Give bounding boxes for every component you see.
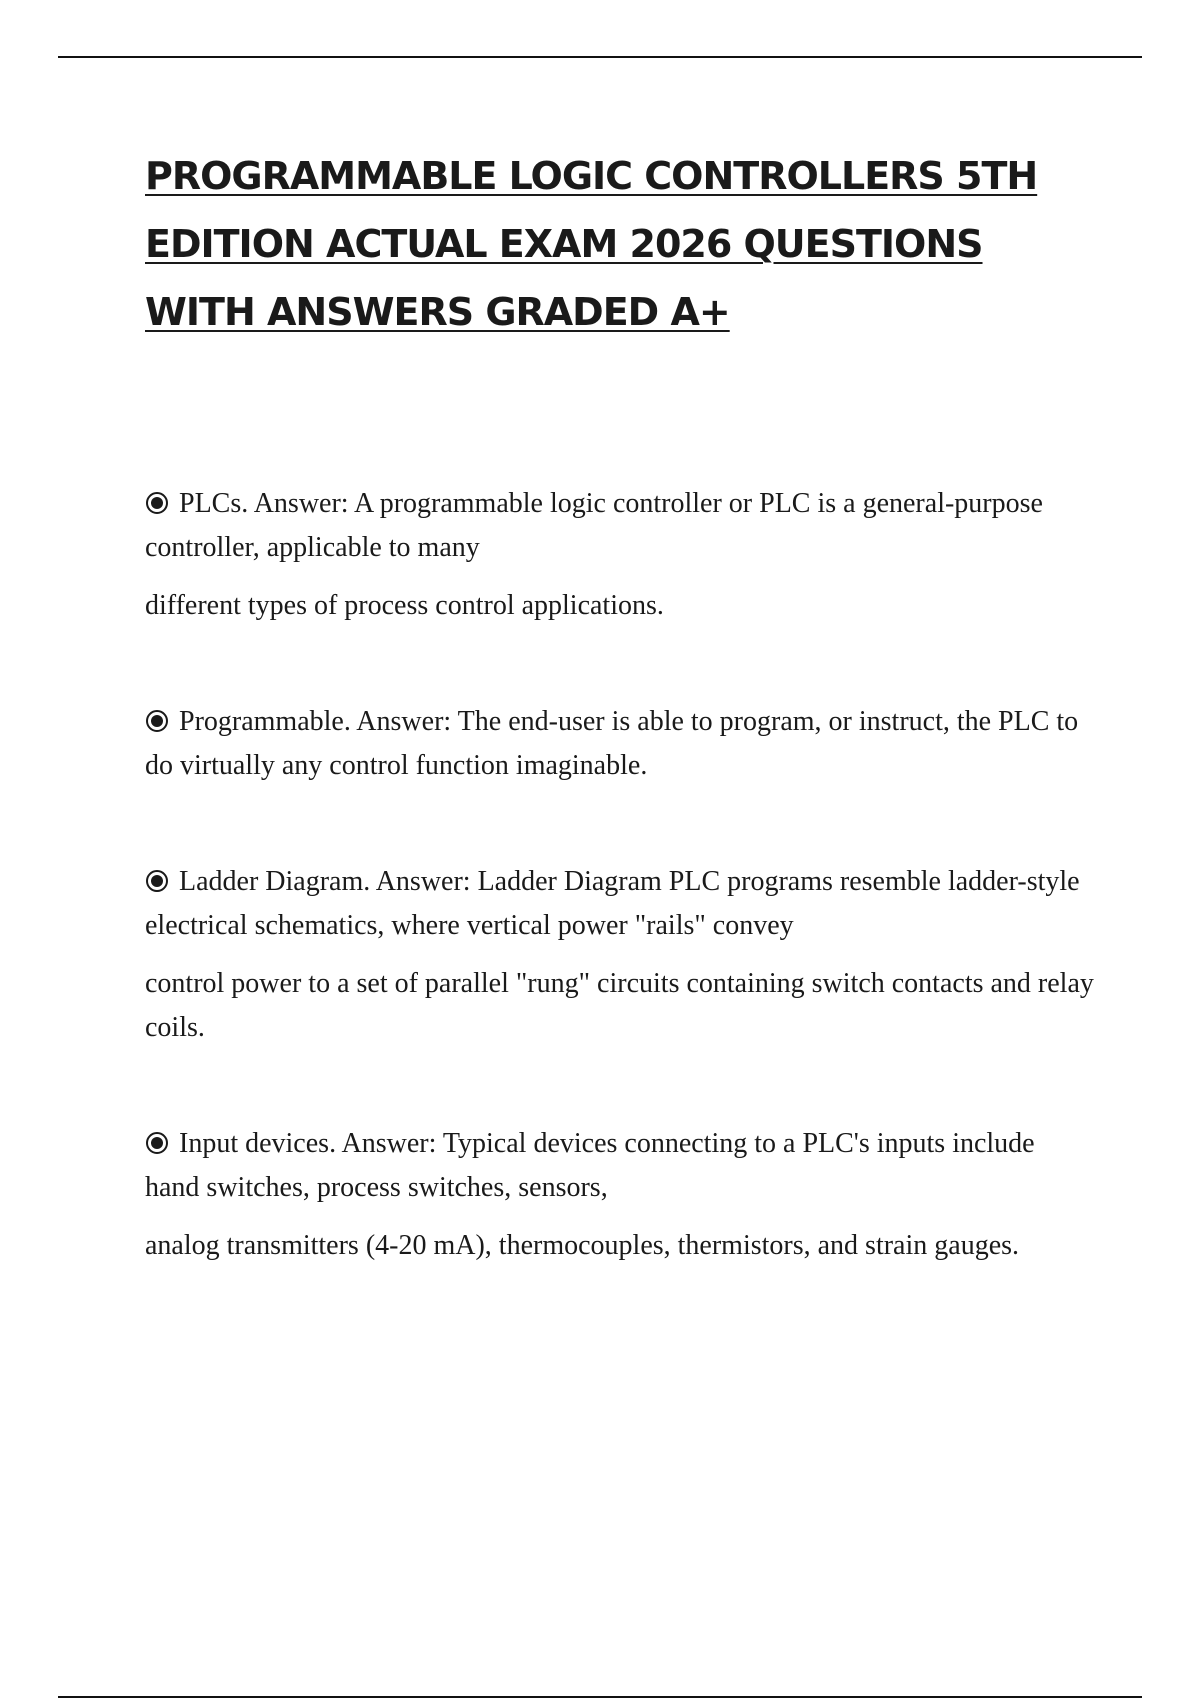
qa-continuation-paragraph: control power to a set of parallel "rung" circuits containing switch contacts and relay coils. [145,968,1094,1043]
qa-continuation-paragraph: analog transmitters (4-20 mA), thermocouples, thermistors, and strain gauges. [145,1230,1020,1261]
radio-bullet-icon [145,491,169,515]
radio-bullet-icon [145,869,169,893]
bottom-rule [58,1696,1142,1698]
qa-question-paragraph [145,1122,1095,1210]
qa-item [145,482,1095,628]
qa-item [145,1122,1095,1268]
qa-text: Ladder Diagram. Answer: Ladder Diagram PLC programs resemble ladder-style electrical schematics, where vertical power "rails" convey [145,866,1080,941]
qa-list [145,482,1095,1268]
qa-question-paragraph [145,860,1095,948]
qa-text: PLCs. Answer: A programmable logic controller or PLC is a general-purpose controller, applicable to many [145,488,1043,563]
title-line: PROGRAMMABLE LOGIC CONTROLLERS 5TH [145,154,1038,198]
radio-bullet-icon [145,1131,169,1155]
qa-item [145,860,1095,1050]
title-line: EDITION ACTUAL EXAM 2026 QUESTIONS [145,222,983,266]
title-line: WITH ANSWERS GRADED A+ [145,290,730,334]
qa-question-paragraph [145,482,1095,570]
qa-continuation-paragraph: different types of process control applications. [145,590,664,621]
document-title [145,142,1105,346]
qa-question-paragraph [145,700,1095,788]
qa-text: Programmable. Answer: The end-user is able to program, or instruct, the PLC to do virtually any control function imaginable. [145,706,1079,781]
qa-item [145,700,1095,788]
top-rule [58,56,1142,58]
qa-text: Input devices. Answer: Typical devices connecting to a PLC's inputs include hand switches, process switches, sensors, [145,1128,1035,1203]
radio-bullet-icon [145,709,169,733]
